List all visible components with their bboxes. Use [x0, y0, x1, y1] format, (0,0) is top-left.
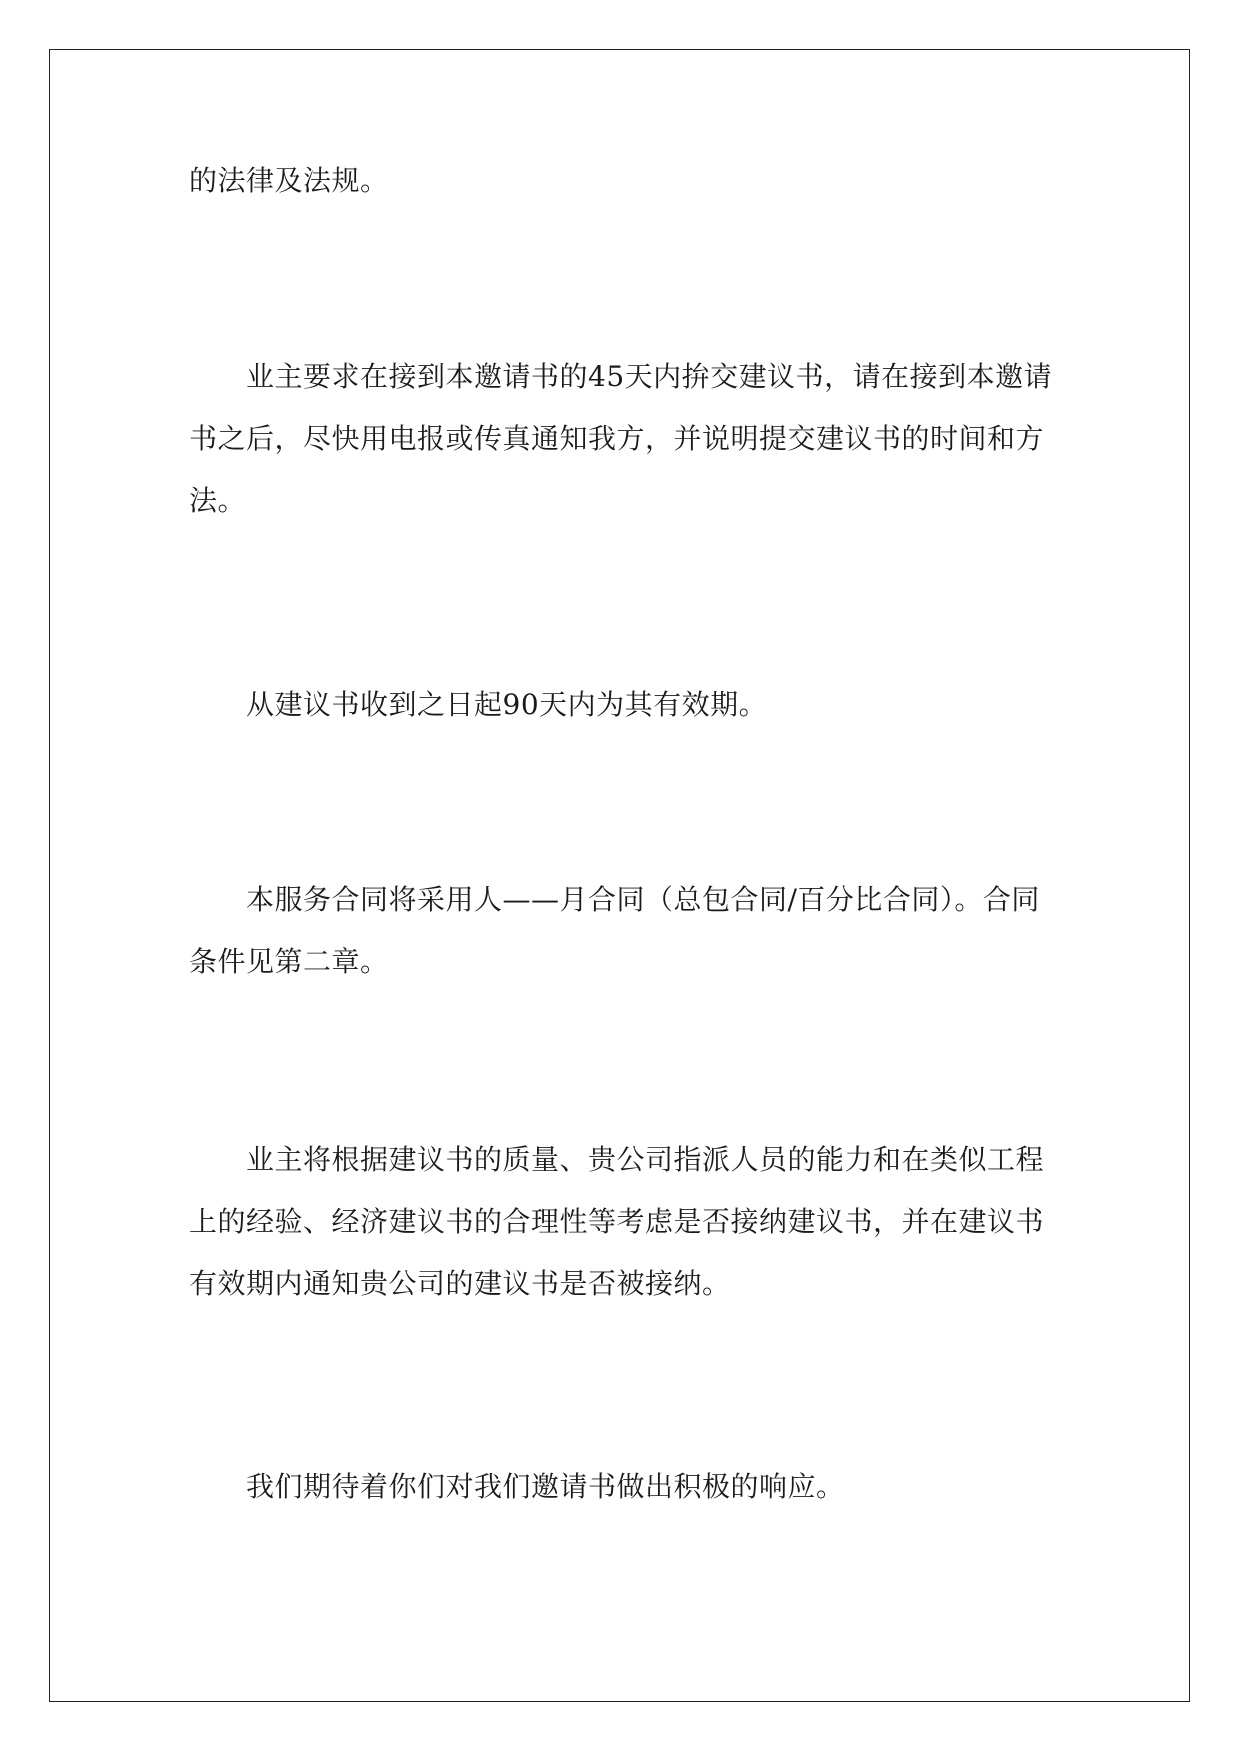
paragraph-contract-type: 本服务合同将采用人——月合同（总包合同/百分比合同）。合同条件见第二章。: [189, 883, 1040, 978]
paragraph-evaluation: 业主将根据建议书的质量、贵公司指派人员的能力和在类似工程上的经验、经济建议书的合理性等考虑是否接纳建议书，并在建议书有效期内通知贵公司的建议书是否被接纳。: [189, 1143, 1045, 1300]
paragraph-continuation: 的法律及法规。: [189, 164, 389, 197]
paragraph-validity-period: 从建议书收到之日起90天内为其有效期。: [246, 688, 768, 721]
paragraph-closing: 我们期待着你们对我们邀请书做出积极的响应。: [246, 1470, 845, 1503]
paragraph-submission-deadline: 业主要求在接到本邀请书的45天内拚交建议书，请在接到本邀请书之后，尽快用电报或传真通知我方，并说明提交建议书的时间和方法。: [189, 360, 1053, 517]
